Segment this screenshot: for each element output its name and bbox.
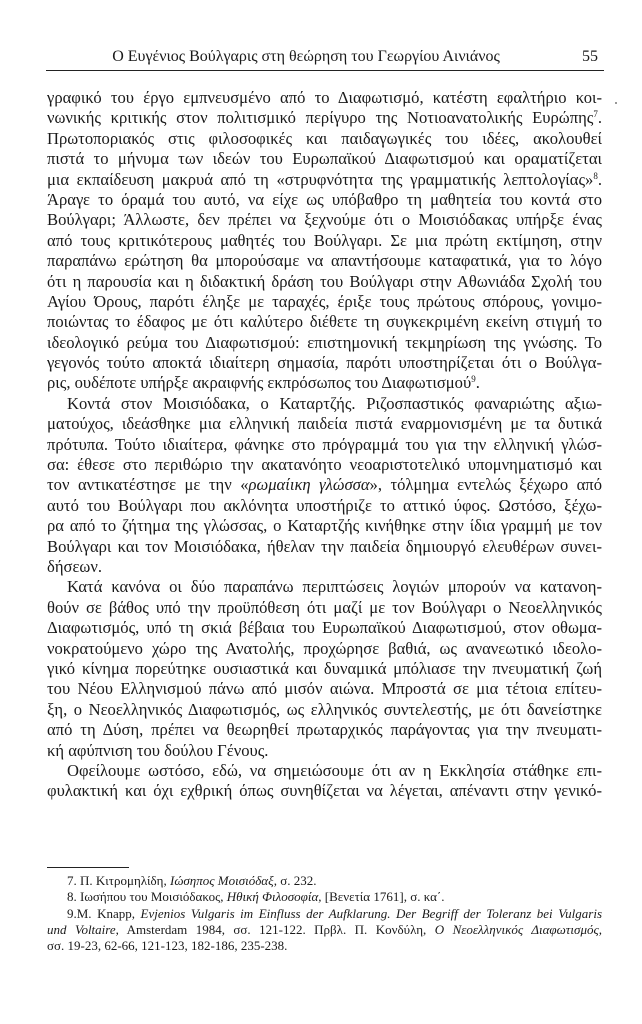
text-run: νωνικής κριτικής στον πολιτισμικό περίγυρο της Νοτιοανατολικής Ευρώπης — [47, 108, 594, 128]
text-run: γικό κίνημα πορεύτηκε ουσιαστικά και δυναμικά μπόλιασε την πνευματική ζωή — [47, 658, 602, 678]
italic-text: Ηθική Φιλοσοφία, — [226, 889, 322, 905]
text-run: Αγίου Όρους, παρότι έληξε με ταραχές, έριξε τους πρώτους σπόρους, γονιμο- — [47, 291, 602, 311]
text-run: Πρωτοποριακός στις φιλοσοφικές και παιδαγωγικές του ιδέες, ακολουθεί — [47, 128, 602, 148]
text-run: 7. Π. Κιτρομηλίδη, — [67, 873, 170, 888]
text-run: φυλακτική και όχι εχθρική όπως συνηθίζεται να λέγεται, απέναντι στην γενικό- — [47, 781, 602, 801]
text-run: πιστά το μήνυμα των ιδεών του Ευρωπαϊκού Διαφωτισμού και οραματίζεται — [47, 149, 602, 169]
italic-text: Evjenios Vulgaris im Einfluss der Aufklarung. Der Begriff der Toleranz bei Vulgaris — [140, 905, 603, 921]
text-run: παραπάνω ερώτηση θα μπορούσαμε να απαντήσουμε καταφατικά, για το λόγο — [47, 251, 602, 271]
text-line — [47, 170, 602, 190]
text-line — [47, 129, 602, 149]
footnote-marker: 8 — [593, 170, 598, 181]
text-run: Οφείλουμε ωστόσο, εδώ, να σημειώσουμε ότι αν η Εκκλησία στάθηκε επι- — [67, 760, 602, 780]
text-line — [47, 272, 602, 292]
text-run: γραφικό του έργο εμπνευσμένο από το Διαφωτισμό, κατέστη εφαλτήριο κοι- — [47, 88, 602, 107]
text-run: νοκρατούμενο χώρο της Ανατολής, προχώρησε βαθιά, ως ανανεωτικό ιδεολο- — [47, 638, 602, 658]
text-run: Διαφωτισμός, υπό τη σκιά βέβαια του Ευρωπαϊκού Διαφωτισμού, στον οθωμα- — [47, 618, 602, 638]
text-run: σα: έθεσε στο περιθώριο την ακατανόητο νεοαριστοτελικό υπομνηματισμό και — [47, 455, 602, 475]
text-line — [47, 231, 602, 251]
text-line — [47, 292, 602, 312]
footnote-marker: 7 — [593, 109, 598, 120]
text-run: ξη, ο Νεοελληνικός Διαφωτισμός, ως ελληνικός συντελεστής, με ότι δανείστηκε — [47, 699, 602, 719]
text-run: [Βενετία 1761], σ. κα΄. — [321, 889, 445, 905]
text-line — [47, 618, 602, 638]
text-run: ματούχος, ιδεάσθηκε μια ελληνική παιδεία πιστά εναρμονισμένη με τα δυτικά — [47, 414, 602, 434]
footnote-line — [47, 873, 602, 889]
text-line — [47, 353, 602, 373]
text-line — [47, 761, 602, 781]
text-line — [47, 149, 602, 169]
text-line — [47, 312, 602, 332]
footnote-line — [47, 922, 602, 938]
text-run: δήσεων. — [47, 556, 102, 576]
text-line — [47, 251, 602, 271]
text-run: τον αντικατέστησε με την « — [47, 475, 249, 495]
text-run: του Νέου Ελληνισμού πάνω από μισόν αιώνα. Μπροστά σε μια τέτοια επίτευ- — [47, 679, 602, 699]
text-run: Κοντά στον Μοισιόδακα, ο Καταρτζής. Ριζοσπαστικός φαναριώτης αξιω- — [67, 393, 602, 413]
text-line — [47, 333, 602, 353]
text-run: από τους κριτικότερους μαθητές του Βούλγαρι. Σε μια πρώτη εκτίμηση, στην — [47, 230, 602, 250]
text-run: αυτό του Βούλγαρι που ακλόνητα υποστήριζε το αττικό ύφος. Ωστόσο, ξέχω- — [47, 495, 602, 515]
text-run: Κατά κανόνα οι δύο παραπάνω περιπτώσεις λογιών μπορούν να κατανοη- — [67, 577, 602, 597]
text-run: 8. Ιωσήπου του Μοισιόδακος, — [67, 889, 227, 905]
text-line — [47, 373, 602, 393]
italic-text: und Voltaire, — [47, 921, 119, 937]
text-line — [47, 88, 602, 108]
text-run: ιδεολογικό ρεύμα του Διαφωτισμού: επιστημονική τεκμηρίωση της γνώσης. Το — [47, 332, 602, 352]
text-line — [47, 781, 602, 801]
text-run: . — [475, 373, 480, 393]
footnote-line — [47, 889, 602, 905]
text-run: Βούλγαρι και τον Μοισιόδακα, ήθελαν την παιδεία δημιουργό ελευθέρων συνει- — [47, 536, 602, 556]
italic-text: ρωμαίικη γλώσσα — [248, 475, 370, 495]
running-title: Ο Ευγένιος Βούλγαρις στη θεώρηση του Γεωργίου Αινιάνος — [112, 48, 500, 65]
text-line — [47, 679, 602, 699]
text-line — [47, 639, 602, 659]
page-number: 55 — [582, 48, 598, 65]
text-line — [47, 394, 602, 414]
text-line — [47, 108, 602, 128]
text-run: κή αφύπνιση του δούλου Γένους. — [47, 740, 269, 760]
text-run: ρις, ουδέποτε υπήρξε ακραιφνής εκπρόσωπος του Διαφωτισμού — [47, 373, 472, 393]
text-run: . — [597, 169, 602, 189]
text-line — [47, 190, 602, 210]
text-line — [47, 455, 602, 475]
body-text — [47, 88, 602, 802]
text-run: Amsterdam 1984, σσ. 121-122. Πρβλ. Π. Κονδύλη, — [118, 921, 435, 937]
scan-speck — [615, 102, 617, 104]
footnote-line — [47, 938, 602, 954]
footnote-line — [47, 906, 602, 922]
text-run: ότι η παρουσία και η διδακτική δράση του Βούλγαρι στην Αθωνιάδα Σχολή του — [47, 271, 602, 291]
text-run: . — [597, 108, 602, 128]
text-line — [47, 537, 602, 557]
text-run: Βούλγαρι; Άλλωστε, δεν πρέπει να ξεχνούμε ότι ο Μοισιόδακας υπήρξε ένας — [47, 210, 602, 230]
text-line — [47, 720, 602, 740]
text-line — [47, 475, 602, 495]
text-line — [47, 598, 602, 618]
text-line — [47, 210, 602, 230]
text-run: σσ. 19-23, 62-66, 121-123, 182-186, 235-238. — [47, 938, 288, 954]
text-run: πρότυπα. Τούτο ιδιαίτερα, φάνηκε στο πρόγραμμά του για την ελληνική γλώσ- — [47, 434, 602, 454]
text-run: γεγονός τούτο αποκτά ιδιαίτερη σημασία, παρότι υποστηρίζεται ότι ο Βούλγα- — [47, 353, 602, 373]
text-run: θούν σε βάθος υπό την προϋπόθεση ότι μαζί με τον Βούλγαρι ο Νεοελληνικός — [47, 597, 602, 617]
footnote-marker: 9 — [471, 374, 476, 385]
text-line — [47, 741, 602, 761]
text-line — [47, 557, 602, 577]
text-line — [47, 414, 602, 434]
text-line — [47, 435, 602, 455]
text-line — [47, 516, 602, 536]
text-run: από τη Δύση, πρέπει να θεωρηθεί πρωταρχικός παράγοντας για την πνευματι- — [47, 720, 602, 740]
text-run: ποιώντας το έδαφος με ότι καλύτερο διέθετε τη συγκεκριμένη εκείνη στιγμή το — [47, 312, 602, 332]
text-line — [47, 496, 602, 516]
text-run: », τόλμημα εντελώς ξέχωρο από — [369, 475, 602, 495]
text-run: μια εκπαίδευση μακρυά από τη «στρυφνότητα της γραμματικής λεπτολογίας» — [47, 169, 594, 189]
text-run: , σ. 232. — [273, 873, 317, 888]
footnotes — [47, 873, 602, 954]
text-run: 9.Μ. Knapp, — [67, 905, 141, 921]
italic-text: Ιώσηπος Μοισιόδαξ — [169, 873, 274, 888]
text-run: Άραγε το όραμά του αυτό, να είχε ως υπόβαθρο τη μαθητεία του κοντά στο — [47, 189, 602, 209]
text-line — [47, 700, 602, 720]
footnote-separator — [47, 867, 129, 868]
running-header — [46, 44, 604, 71]
italic-text: Ο Νεοελληνικός Διαφωτισμός, — [434, 921, 603, 937]
text-line — [47, 577, 602, 597]
text-line — [47, 659, 602, 679]
text-run: ρα από το ζήτημα της γλώσσας, ο Καταρτζής κινήθηκε στην ίδια γραμμή με τον — [47, 516, 602, 536]
